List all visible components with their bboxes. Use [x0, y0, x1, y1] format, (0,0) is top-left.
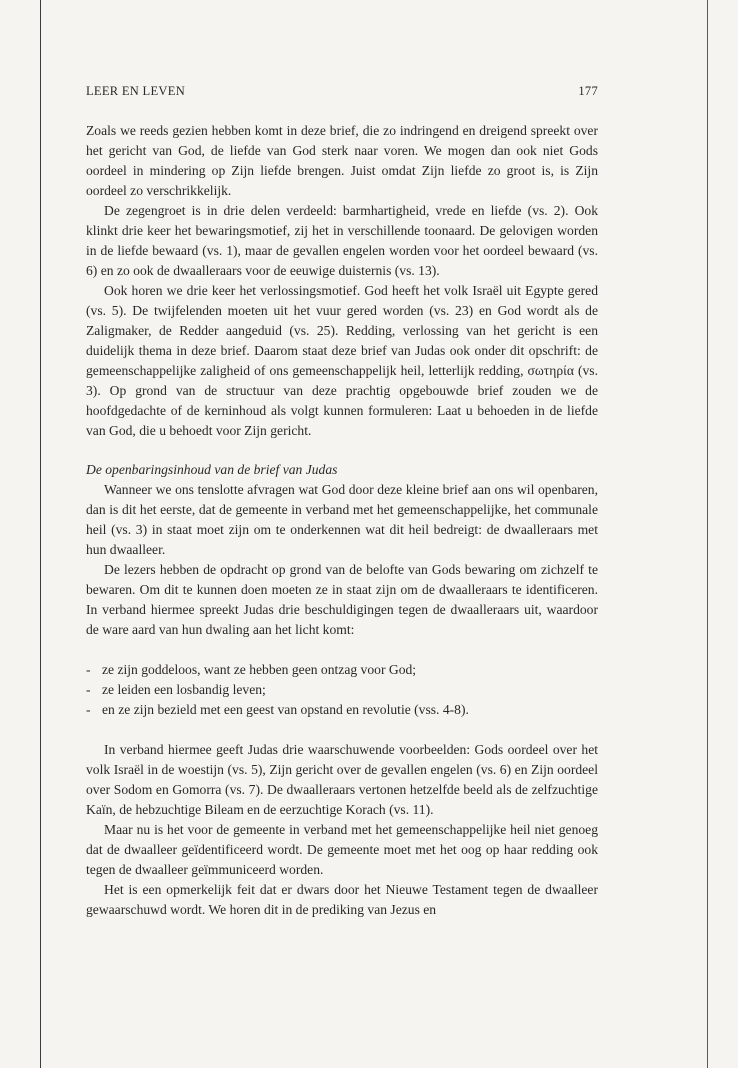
paragraph: Wanneer we ons tenslotte afvragen wat God door deze kleine brief aan ons wil openbaren, dan is dit het eerste, dat de gemeente in verband met het gemeenschappelijke, het communale heil (vs. 3) in staat moet zijn om te onderkennen wat dit heil bedreigt: de dwaalleraars met hun dwaalleer.	[86, 482, 598, 557]
paragraph: De lezers hebben de opdracht op grond van de belofte van Gods bewaring om zichzelf te bewaren. Om dit te kunnen doen moeten ze in staat zijn om de dwaalleraars te identificeren. In verband hiermee spreekt Judas drie beschuldigingen tegen de dwaalleraars uit, waardoor de ware aard van hun dwaling aan het licht komt:	[86, 562, 598, 637]
section-heading: De openbaringsinhoud van de brief van Judas	[86, 462, 338, 477]
page-number: 177	[578, 84, 598, 98]
running-title: LEER EN LEVEN	[86, 84, 186, 98]
list-item	[86, 660, 598, 680]
paragraph: Ook horen we drie keer het verlossingsmotief. God heeft het volk Israël uit Egypte gered (vs. 5). De twijfelenden moeten uit het vuur gered worden (vs. 23) en God wordt als de Zaligmaker, de Redder aangeduid (vs. 25). Redding, verlossing van het gericht is een duidelijk thema in deze brief. Daarom staat deze brief van Judas ook onder dit opschrift: de gemeenschappelijke zaligheid of ons gemeenschappelijk heil, letterlijk redding, σωτηρία (vs. 3). Op grond van de structuur van deze prachtig opgebouwde brief zouden we de hoofdgedachte of de kerninhoud als volgt kunnen formuleren: Laat u behoeden in de liefde van God, die u behoedt voor Zijn gericht.	[86, 283, 598, 438]
paragraph: Het is een opmerkelijk feit dat er dwars door het Nieuwe Testament tegen de dwaalleer gewaarschuwd wordt. We horen dit in de prediking van Jezus en	[86, 882, 598, 917]
paragraph: Maar nu is het voor de gemeente in verband met het gemeenschappelijke heil niet genoeg dat de dwaalleer geïdentificeerd wordt. De gemeente moet met het oog op haar redding ook tegen de dwaalleer geïmmuniceerd worden.	[86, 822, 598, 877]
paragraph: In verband hiermee geeft Judas drie waarschuwende voorbeelden: Gods oordeel over het volk Israël in de woestijn (vs. 5), Zijn gericht over de gevallen engelen (vs. 6) en Zijn oordeel over Sodom en Gomorra (vs. 7). De dwaalleraars vertonen hetzelfde beeld als de zelfzuchtige Kaïn, de hebzuchtige Bileam en de eerzuchtige Korach (vs. 11).	[86, 742, 598, 817]
paragraph: De zegengroet is in drie delen verdeeld: barmhartigheid, vrede en liefde (vs. 2). Ook klinkt drie keer het bewaringsmotief, zij het in verschillende toonaard. De gelovigen worden in de liefde bewaard (vs. 1), maar de gevallen engelen worden voor het oordeel bewaard (vs. 6) en zo ook de dwaalleraars voor de eeuwige duisternis (vs. 13).	[86, 203, 598, 278]
page-body	[86, 121, 598, 920]
accusation-list	[86, 660, 598, 720]
page-edge-left	[40, 0, 41, 1068]
running-header	[86, 84, 598, 99]
list-item-text: en ze zijn bezield met een geest van opstand en revolutie (vss. 4-8).	[102, 702, 469, 717]
list-item-text: ze zijn goddeloos, want ze hebben geen ontzag voor God;	[102, 662, 417, 677]
list-item-text: ze leiden een losbandig leven;	[102, 682, 266, 697]
list-item	[86, 680, 598, 700]
paragraph: Zoals we reeds gezien hebben komt in deze brief, die zo indringend en dreigend spreekt over het gericht van God, de liefde van God sterk naar voren. We mogen dan ook niet Gods oordeel in mindering op Zijn liefde brengen. Juist omdat Zijn liefde zo groot is, is Zijn oordeel zo verschrikkelijk.	[86, 123, 598, 198]
page-edge-right	[707, 0, 708, 1068]
list-dash: -	[86, 662, 91, 677]
list-item	[86, 700, 598, 720]
list-dash: -	[86, 682, 91, 697]
list-dash: -	[86, 702, 91, 717]
